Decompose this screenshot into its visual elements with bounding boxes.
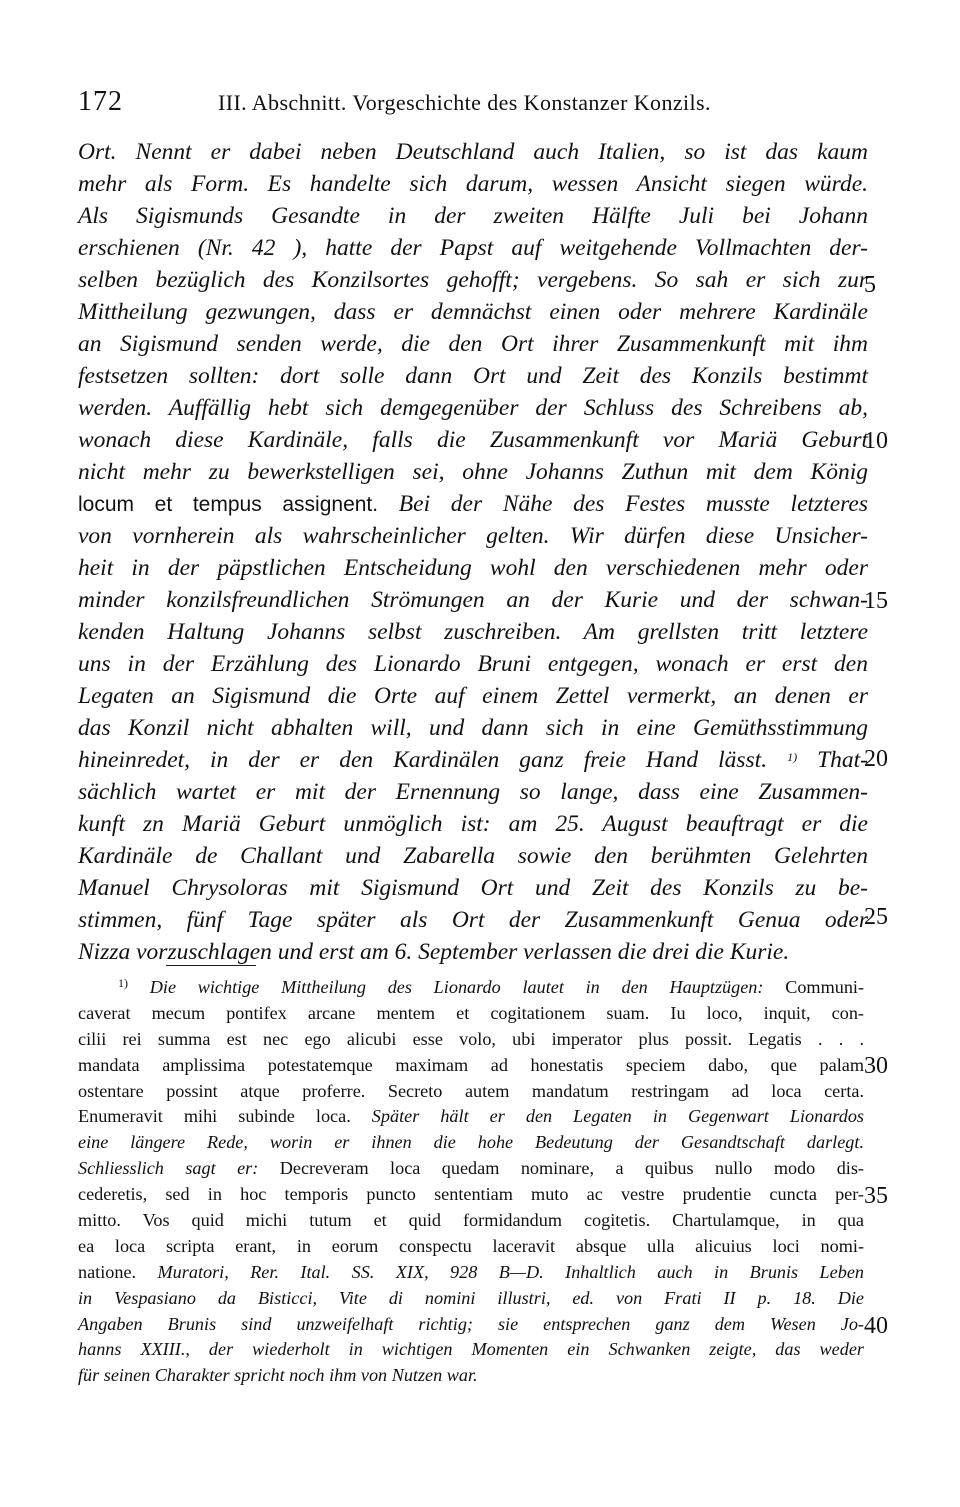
footnote-line: in Vespasiano da Bisticci, Vite di nomini illustri, ed. von Frati II p. 18. Die bbox=[78, 1287, 864, 1308]
text-line: erschienen (Nr. 42 ), hatte der Papst auf weitgehende Vollmachten der- bbox=[78, 235, 868, 261]
text-line: Mittheilung gezwungen, dass er demnächst einen oder mehrere Kardinäle bbox=[78, 299, 868, 325]
text-line: kenden Haltung Johanns selbst zuschreiben. Am grellsten tritt letztere bbox=[78, 619, 868, 645]
text-segment: Decreveram loca quedam nominare, a quibus nullo modo dis- bbox=[279, 1158, 864, 1179]
footnote-line bbox=[78, 1260, 864, 1286]
text-line: sächlich wartet er mit der Ernennung so lange, dass eine Zusammen- bbox=[78, 779, 868, 805]
text-line: festsetzen sollten: dort solle dann Ort und Zeit des Konzils bestimmt bbox=[78, 363, 868, 389]
text-line: wonach diese Kardinäle, falls die Zusammenkunft vor Mariä Geburt bbox=[78, 427, 868, 453]
text-segment: Später hält er den Legaten in Gegenwart Lionardos bbox=[371, 1106, 864, 1127]
footnote-line: eine längere Rede, worin er ihnen die hohe Bedeutung der Gesandtschaft darlegt. bbox=[78, 1132, 864, 1153]
text-segment: hineinredet, in der er den Kardinälen ganz freie Hand lässt. bbox=[78, 747, 768, 773]
text-line: Kardinäle de Challant und Zabarella sowie den berühmten Gelehrten bbox=[78, 843, 868, 869]
line-number: 20 bbox=[864, 746, 888, 772]
text-line: werden. Auffällig hebt sich demgegenüber der Schluss des Schreibens ab, bbox=[78, 395, 868, 421]
line-number: 30 bbox=[864, 1053, 888, 1079]
text-segment: That- bbox=[817, 747, 869, 773]
text-segment: Schliesslich sagt er: bbox=[78, 1158, 259, 1179]
footnote-marker: 1) bbox=[118, 976, 128, 990]
text-line: Manuel Chrysoloras mit Sigismund Ort und Zeit des Konzils zu be- bbox=[78, 875, 868, 901]
footnote-line: cilii rei summa est nec ego alicubi esse volo, ubi imperator plus possit. Legatis . . . bbox=[78, 1028, 864, 1049]
text-line: an Sigismund senden werde, die den Ort ihrer Zusammenkunft mit ihm bbox=[78, 331, 868, 357]
text-line: nicht mehr zu bewerkstelligen sei, ohne Johanns Zuthun mit dem König bbox=[78, 459, 868, 485]
footnote bbox=[78, 975, 864, 1389]
footnote-line bbox=[78, 1104, 864, 1130]
text-segment: natione. bbox=[78, 1261, 137, 1282]
text-segment: Muratori, Rer. Ital. SS. XIX, 928 B—D. Inhaltlich auch in Brunis Leben bbox=[157, 1261, 865, 1282]
footnote-separator bbox=[166, 965, 256, 966]
main-text bbox=[78, 136, 868, 968]
text-line: Ort. Nennt er dabei neben Deutschland auch Italien, so ist das kaum bbox=[78, 139, 868, 165]
footnote-line: ostentare possint atque proferre. Secreto autem mandatum restringam ad loca certa. bbox=[78, 1080, 864, 1101]
text-segment: Bei der Nähe des Festes musste letzteres bbox=[398, 491, 868, 517]
footnote-line: mitto. Vos quid michi tutum et quid formidandum cogitetis. Chartulamque, in qua bbox=[78, 1210, 864, 1231]
text-line: Legaten an Sigismund die Orte auf einem Zettel vermerkt, an denen er bbox=[78, 683, 868, 709]
text-line: mehr als Form. Es handelte sich darum, wessen Ansicht siegen würde. bbox=[78, 171, 868, 197]
line-number: 15 bbox=[864, 588, 888, 614]
text-line-with-footnote bbox=[78, 744, 868, 776]
text-line: selben bezüglich des Konzilsortes gehofft; vergebens. So sah er sich zur bbox=[78, 267, 868, 293]
line-number: 35 bbox=[864, 1183, 888, 1209]
text-line-mixed bbox=[78, 488, 868, 520]
line-number: 10 bbox=[864, 428, 888, 454]
text-segment: Communi- bbox=[785, 977, 865, 997]
footnote-line: hanns XXIII., der wiederholt in wichtigen Momenten ein Schwanken zeigte, das weder bbox=[78, 1339, 864, 1360]
footnote-line: cederetis, sed in hoc temporis puncto sententiam muto ac vestre prudentie cuncta per- bbox=[78, 1184, 864, 1205]
footnote-line: Angaben Brunis sind unzweifelhaft richtig; sie entsprechen ganz dem Wesen Jo- bbox=[78, 1313, 864, 1334]
footnote-line: mandata amplissima potestatemque maximam ad honestatis speciem dabo, que palam bbox=[78, 1054, 864, 1075]
footnote-line: für seinen Charakter spricht noch ihm von Nutzen war. bbox=[78, 1365, 478, 1386]
footnote-line bbox=[78, 1156, 864, 1182]
text-line: von vornherein als wahrscheinlicher gelten. Wir dürfen diese Unsicher- bbox=[78, 523, 868, 549]
footnote-line: caverat mecum pontifex arcane mentem et cogitationem suam. Iu loco, inquit, con- bbox=[78, 1002, 864, 1023]
text-segment: Die wichtige Mittheilung des Lionardo lautet in den Hauptzügen: bbox=[149, 977, 764, 997]
text-line: Als Sigismunds Gesandte in der zweiten Hälfte Juli bei Johann bbox=[78, 203, 868, 229]
line-number: 40 bbox=[864, 1313, 888, 1339]
text-line: minder konzilsfreundlichen Strömungen an der Kurie und der schwan- bbox=[78, 587, 868, 613]
footnote-line: ea loca scripta erant, in eorum conspectu laceravit absque ulla alicuius loci nomi- bbox=[78, 1235, 864, 1256]
text-line: heit in der päpstlichen Entscheidung wohl den verschiedenen mehr oder bbox=[78, 555, 868, 581]
text-line: uns in der Erzählung des Lionardo Bruni entgegen, wonach er erst den bbox=[78, 651, 868, 677]
latin-phrase: locum et tempus assignent. bbox=[78, 493, 379, 516]
page-number: 172 bbox=[78, 86, 123, 117]
line-number: 5 bbox=[864, 272, 876, 298]
text-segment: Enumeravit mihi subinde loca. bbox=[78, 1106, 351, 1127]
text-line: stimmen, fünf Tage später als Ort der Zusammenkunft Genua oder bbox=[78, 907, 868, 933]
text-line: kunft zn Mariä Geburt unmöglich ist: am 25. August beauftragt er die bbox=[78, 811, 868, 837]
line-number: 25 bbox=[864, 904, 888, 930]
footnote-line bbox=[78, 975, 864, 1001]
text-line: Nizza vorzuschlagen und erst am 6. September verlassen die drei die Kurie. bbox=[78, 939, 790, 965]
page-header bbox=[78, 86, 898, 126]
running-head: III. Abschnitt. Vorgeschichte des Konstanzer Konzils. bbox=[218, 90, 711, 115]
footnote-reference[interactable]: 1) bbox=[787, 750, 798, 764]
text-line: das Konzil nicht abhalten will, und dann sich in eine Gemüthsstimmung bbox=[78, 715, 868, 741]
